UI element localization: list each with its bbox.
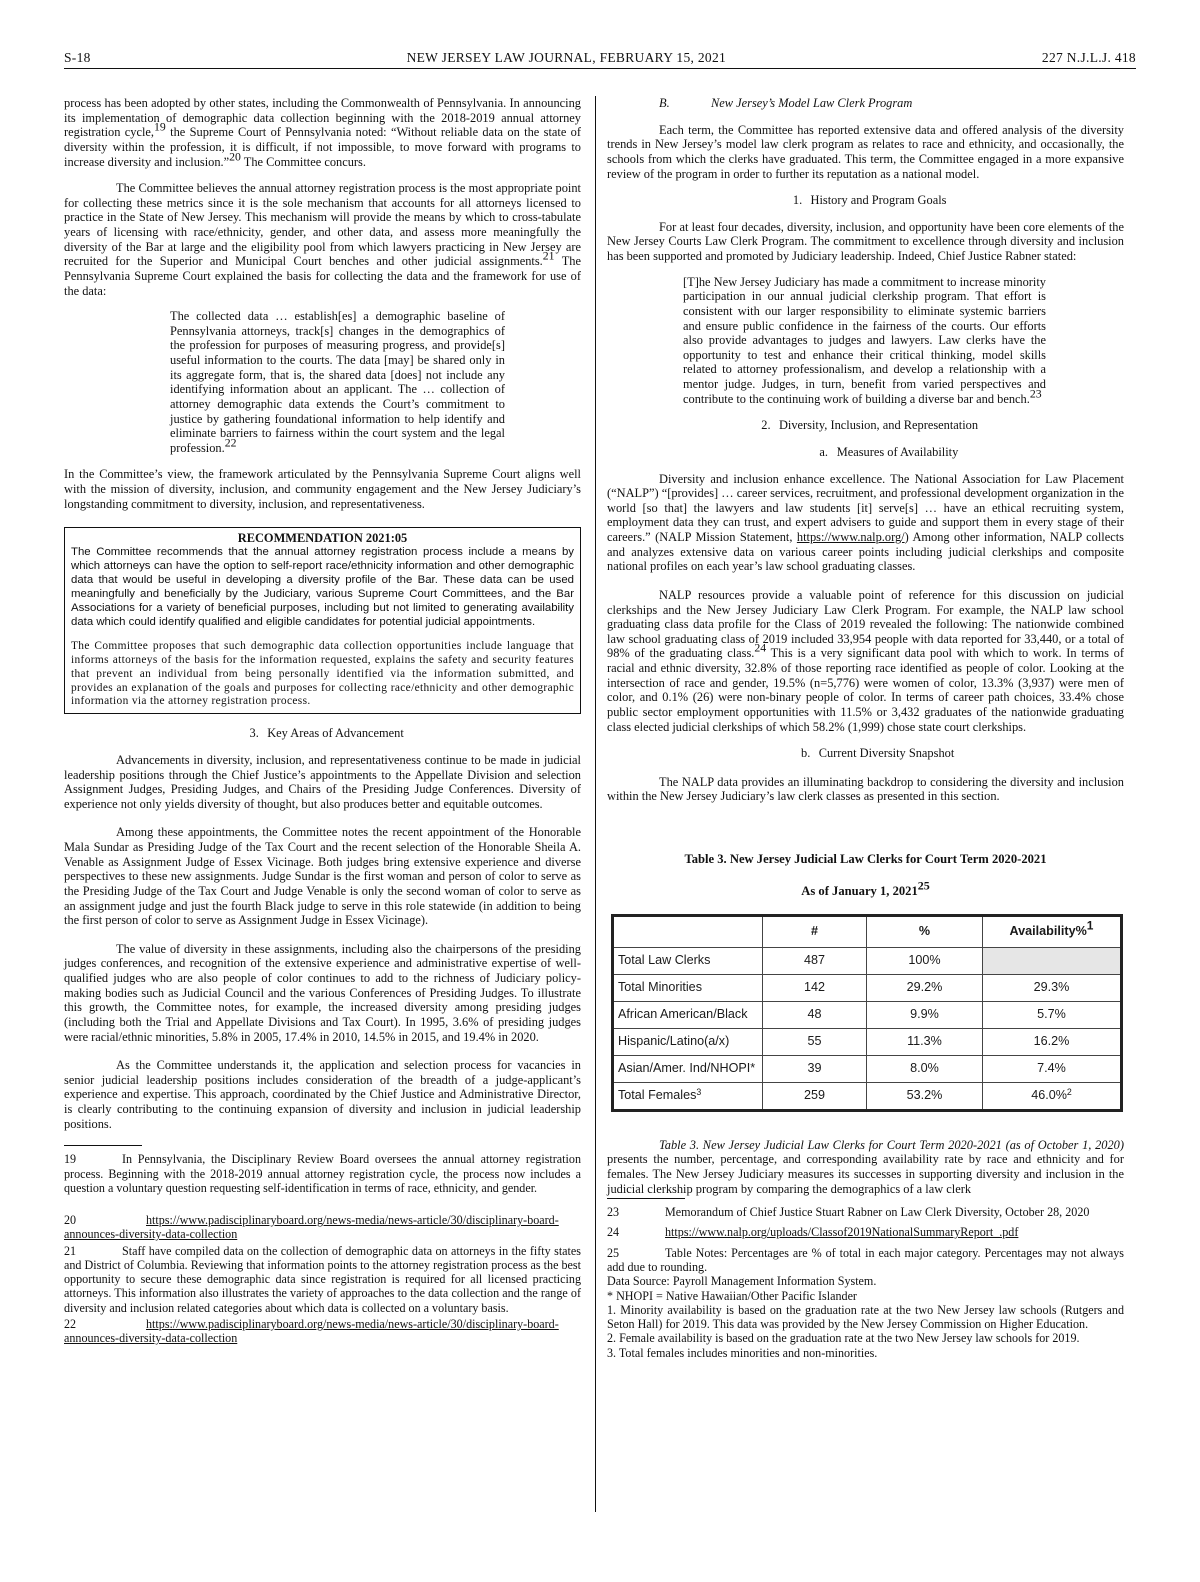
text-run: The Committee believes the annual attorney registration process is the most appropriate point for collecting these metrics since it is the sole mechanism that accounts for all attorneys licensed to practice in the State of New Jersey. This mechanism will provide the means by which to cross-tabulate years of licensing with race/ethnicity, gender, and other data, and assess more meaningfully the diversity of the Bar at large and the eligibility pool from which lawyers practicing in New Jersey are recruited for the Superior and Municipal Court benches and other judicial assignments. xyxy=(64,181,581,269)
nalp-link[interactable]: https://www.nalp.org/ xyxy=(796,530,905,544)
note-1: 1. Minority availability is based on the graduation rate at the two New Jersey law schools (Rutgers and Seton Hall) for 2019. This data was provided by the New Jersey Commission on Higher Education. xyxy=(607,1302,1124,1332)
running-head xyxy=(64,46,1136,69)
header-cell xyxy=(983,915,1122,947)
note-data-source: Data Source: Payroll Management Information System. xyxy=(607,1274,877,1289)
percent-cell xyxy=(867,1082,983,1110)
availability-cell xyxy=(983,1001,1122,1028)
text-run: ) Among other information, NALP collects and analyzes extensive data on various career points including judicial clerkships and composite national profiles on each year’s law school graduating classes. xyxy=(607,530,1124,574)
row-label-cell xyxy=(613,1028,763,1055)
heading-number: b. xyxy=(801,746,811,761)
left-column xyxy=(64,96,581,1346)
percent-cell-text: 29.2% xyxy=(906,980,943,995)
heading-model-law-clerk xyxy=(659,96,1124,111)
quote-text: The collected data … establish[es] a demographic baseline of Pennsylvania attorneys, track[s] changes in the demographics of the profession for purposes of measuring progress, and provide[s] useful information to the courts. The data [may] be shared only in its aggregate form, that is, the shared data [does] not include any identifying information about an applicant. The … collection of attorney demographic data extends the Court’s commitment to justice by gathering foundational information to help identify and eliminate barriers to fairness within the court system and the legal profession. xyxy=(170,309,505,455)
footnote-ref-21[interactable]: 21 xyxy=(542,249,555,263)
caption-italic: Table 3. New Jersey Judicial Law Clerks for Court Term 2020-2021 (as of October 1, 2020) xyxy=(659,1137,1124,1152)
footnote-text: Table Notes: Percentages are % of total in each major category. Percentages may not always add due to rounding. xyxy=(607,1245,1124,1275)
count-cell-text: 259 xyxy=(803,1088,825,1103)
footnote-ref-20[interactable]: 20 xyxy=(229,150,241,164)
footnote-20 xyxy=(64,1213,581,1242)
table-row xyxy=(613,1028,1122,1055)
table-row xyxy=(613,947,1122,974)
footnote-25 xyxy=(607,1246,1124,1275)
page-number: S-18 xyxy=(64,50,91,66)
footnote-ref-24[interactable]: 24 xyxy=(754,642,767,656)
caption-text: presents the number, percentage, and corresponding availability rate by race and ethnicity and for females. The New Jersey Judiciary measures its successes in supporting diversity and inclusion in the judicial clerkship program by comparing the demographics of a law clerk xyxy=(607,1152,1124,1196)
table-note-sup: 3 xyxy=(696,1087,702,1098)
row-label-cell-text: Total Females xyxy=(618,1088,697,1103)
text-run: The Pennsylvania Supreme Court explained the basis for collecting the data and the framework for use of the data: xyxy=(64,254,581,298)
footnote-ref-19[interactable]: 19 xyxy=(154,120,166,134)
row-label-cell-text: Asian/Amer. Ind/NHOPI* xyxy=(618,1061,756,1076)
heading-number: 3. xyxy=(249,726,259,741)
text-run: NALP resources provide a valuable point of reference for this discussion on judicial clerkships and the New Jersey Judiciary Law Clerk Program. For example, the NALP law school graduating class data profile for the Class of 2019 revealed the following: The nationwide combined law school graduating class of 2019 included 33,954 people with data reported for 33,440, or a total of 98% of the graduating class. xyxy=(607,587,1124,661)
text-run: process has been adopted by other states, including the Commonwealth of Pennsylvania. In announcing its implementation of demographic data collection beginning with the 2018-2019 annual attorney registration cycle, xyxy=(64,96,581,140)
row-label-cell-text: Hispanic/Latino(a/x) xyxy=(618,1034,730,1049)
quote-text: [T]he New Jersey Judiciary has made a commitment to increase minority participation in our annual judicial clerkship program. That effort is consistent with our larger responsibility to eliminate systemic barriers and ensure public confidence in the fairness of the courts. Our efforts also provide advantages to judges and lawyers. Law clerks have the opportunity to test and enhance their critical thinking, model skills related to attorney professionalism, and develop a relationship with a mentor judge. Judges, in turn, benefit from varied perspectives and contribute to the continuing work of building a diverse bar and bench. xyxy=(683,274,1046,406)
footnote-text: Memorandum of Chief Justice Stuart Rabner on Law Clerk Diversity, October 28, 2020 xyxy=(665,1205,1090,1220)
table-title: Table 3. New Jersey Judicial Law Clerks for Court Term 2020-2021 xyxy=(684,852,1047,866)
left-paragraph-2 xyxy=(64,181,581,298)
row-label-cell xyxy=(613,947,763,974)
percent-cell xyxy=(867,1028,983,1055)
citation: 227 N.J.L.J. 418 xyxy=(1041,50,1136,66)
left-paragraph-5: Among these appointments, the Committee notes the recent appointment of the Honorable Mala Sundar as Presiding Judge of the Tax Court and the recent selection of the Honorable Sheila A. Venable as Assignment Judge of Essex Vicinage. Both judges bring extensive experience and diverse perspectives to these new assignments. Judge Sundar is the first woman and person of color to serve as the Presiding Judge of the Tax Court and Judge Venable is only the second woman of color to serve as an assignment judge and just the fourth Black judge to serve in this role statewide (in addition to being the first person of color to serve as Assignment Judge in Essex Vicinage). xyxy=(64,825,581,928)
heading-key-areas xyxy=(64,726,581,741)
footnote-ref-25[interactable]: 25 xyxy=(917,878,930,893)
table-body xyxy=(613,947,1122,1110)
table-caption xyxy=(607,1138,1124,1197)
availability-cell-text: 5.7% xyxy=(1037,1007,1066,1022)
availability-cell-text: 29.3% xyxy=(1033,980,1070,995)
heading-text: Current Diversity Snapshot xyxy=(818,746,955,761)
note-3: 3. Total females includes minorities and non-minorities. xyxy=(607,1345,878,1360)
percent-cell xyxy=(867,1055,983,1082)
table-row xyxy=(613,1082,1122,1110)
count-cell xyxy=(763,1082,867,1110)
availability-cell-text: 46.0% xyxy=(1031,1088,1067,1103)
row-label-cell xyxy=(613,974,763,1001)
text-run: the Supreme Court of Pennsylvania noted: “Without reliable data on the state of diversity within the profession, it is difficult, if not impossible, to move forward with programs to increase diversity and inclusion.” xyxy=(64,125,581,169)
percent-cell xyxy=(867,947,983,974)
law-clerks-table xyxy=(611,914,1123,1112)
right-paragraph-2: For at least four decades, diversity, inclusion, and opportunity have been core elements of the New Jersey Courts Law Clerk Program. The commitment to excellence through diversity and inclusion has been supported and promoted by Judiciary leadership. Indeed, Chief Justice Rabner stated: xyxy=(607,219,1124,263)
availability-cell xyxy=(983,1028,1122,1055)
left-paragraph-4: Advancements in diversity, inclusion, and representativeness continue to be made in judicial leadership positions through the Chief Justice’s appointments to the Appellate Division and selection Assignment Judges, Presiding Judges, and Chairs of the Presiding Judge Conferences. Diversity of experience not only yields diversity of thought, but also produces better and equitable outcomes. xyxy=(64,752,581,811)
right-paragraph-3 xyxy=(607,472,1124,574)
text-run: Diversity and inclusion enhance excellence. The National Association for Law Placement (“NALP”) “[provides] … career services, recruitment, and professional development organization in the world [so that] the lawyers and law students [it] serve[s] … have an ethical recruiting system, employment data they can trust, and expert advisers to guide and support them in every stage of their careers.” (NALP Mission Statement, xyxy=(607,471,1124,544)
heading-text: History and Program Goals xyxy=(810,193,947,208)
footnote-22 xyxy=(64,1317,581,1346)
footnote-text: In Pennsylvania, the Disciplinary Review Board oversees the annual attorney registration process. Beginning with the 2018-2019 annual attorney registration cycle, the process now includes a question a voluntary question requesting self-identification in terms of race, ethnicity, and gender. xyxy=(64,1152,581,1195)
row-label-cell xyxy=(613,1082,763,1110)
table-row xyxy=(613,974,1122,1001)
count-cell-text: 39 xyxy=(807,1061,822,1076)
rabner-block-quote xyxy=(683,275,1046,407)
footnote-number: 20 xyxy=(64,1213,77,1228)
right-paragraph-5: The NALP data provides an illuminating backdrop to considering the diversity and inclusion within the New Jersey Judiciary’s law clerk classes as presented in this section. xyxy=(607,774,1124,804)
heading-number: 1. xyxy=(792,193,803,208)
count-cell xyxy=(763,1028,867,1055)
footnote-number: 21 xyxy=(64,1243,77,1258)
footnote-ref-22[interactable]: 22 xyxy=(224,436,237,450)
row-label-cell xyxy=(613,1055,763,1082)
footnote-rule xyxy=(64,1145,142,1146)
count-cell-text: 142 xyxy=(803,980,825,995)
heading-text: Measures of Availability xyxy=(836,444,959,459)
count-cell xyxy=(763,947,867,974)
table-note-sup: 2 xyxy=(1066,1087,1072,1098)
footnote-ref-23[interactable]: 23 xyxy=(1029,387,1042,401)
percent-cell xyxy=(867,1001,983,1028)
footnote-number: 25 xyxy=(607,1245,620,1260)
percent-cell-text: 53.2% xyxy=(906,1088,943,1103)
footnote-20-link[interactable]: https://www.padisciplinaryboard.org/news-media/news-article/30/disciplinary-board-announces-diversity-data-collection xyxy=(64,1213,559,1242)
availability-cell-text: 16.2% xyxy=(1033,1034,1070,1049)
recommendation-box xyxy=(64,527,581,714)
percent-cell xyxy=(867,974,983,1001)
right-paragraph-4 xyxy=(607,588,1124,734)
heading-text: Key Areas of Advancement xyxy=(267,726,404,741)
table-subtitle-text: As of January 1, 2021 xyxy=(801,883,918,898)
header-sup: 1 xyxy=(1086,918,1094,933)
footnote-24-link[interactable]: https://www.nalp.org/uploads/Classof2019NationalSummaryReport_.pdf xyxy=(665,1225,1019,1240)
note-2: 2. Female availability is based on the graduation rate at the two New Jersey law schools for 2019. xyxy=(607,1331,1080,1346)
heading-number: 2. xyxy=(761,418,771,433)
left-paragraph-1 xyxy=(64,96,581,169)
row-label-cell xyxy=(613,1001,763,1028)
left-paragraph-6: The value of diversity in these assignments, including also the chairpersons of the presiding judges conferences, and recognition of the extensive experience and administrative expertise of well-qualified judges who are also people of color continues to add to the richness of Judiciary policy-making bodies such as Judicial Council and the various Conferences of Presiding Judges. To illustrate this growth, the Committee notes, for example, the increased diversity among presiding judges (including both the Trial and Appellate Divisions and Tax Court). In 1995, 3.6% of presiding judges were racial/ethnic minorities, 5.8% in 2005, 17.4% in 2010, 14.5% in 2015, and 19.4% in 2020. xyxy=(64,941,581,1044)
left-paragraph-7: As the Committee understands it, the application and selection process for vacancies in senior judicial leadership positions includes consideration of the breadth of a judge-applicant’s experience and expertise. This approach, coordinated by the Chief Justice and Administrative Director, is clearly contributing to the continuing expansion of diversity and inclusion in judicial leadership positions. xyxy=(64,1058,581,1131)
table-row xyxy=(613,1001,1122,1028)
left-paragraph-3: In the Committee’s view, the framework articulated by the Pennsylvania Supreme Court aligns well with the mission of diversity, inclusion, and community engagement and the New Jersey Judiciary’s longstanding commitment to diversity, inclusion, and representativeness. xyxy=(64,467,581,511)
recommendation-title: RECOMMENDATION 2021:05 xyxy=(237,531,408,546)
pennsylvania-block-quote xyxy=(170,309,505,455)
count-cell xyxy=(763,1055,867,1082)
footnote-21 xyxy=(64,1244,581,1315)
journal-title: NEW JERSEY LAW JOURNAL, FEBRUARY 15, 2021 xyxy=(406,50,727,66)
heading-letter: B. xyxy=(659,96,670,110)
count-cell xyxy=(763,974,867,1001)
availability-cell xyxy=(983,974,1122,1001)
header-cell: # xyxy=(763,915,867,947)
heading-availability xyxy=(607,445,1124,460)
heading-history xyxy=(607,193,1124,208)
count-cell-text: 487 xyxy=(803,953,825,968)
row-label-cell-text: Total Minorities xyxy=(618,980,702,995)
note-nhopi: * NHOPI = Native Hawaiian/Other Pacific Islander xyxy=(607,1288,857,1303)
heading-text: Diversity, Inclusion, and Representation xyxy=(778,418,979,433)
heading-diversity xyxy=(607,418,1124,433)
footnote-22-link[interactable]: https://www.padisciplinaryboard.org/news-media/news-article/30/disciplinary-board-announces-diversity-data-collection xyxy=(64,1317,559,1346)
header-cell xyxy=(613,915,763,947)
footnote-number: 23 xyxy=(607,1205,620,1220)
recommendation-paragraph-1: The Committee recommends that the annual attorney registration process include a means by which attorneys can have the option to self-report race/ethnicity information and other demographic data that would be useful in developing a diversity profile of the Bar. These data can be used meaningfully and beneficially by the Judiciary, various Supreme Court Committees, and the Bar Associations for a variety of beneficial purposes, including but not limited to generating availability data which could identify qualified and eligible candidates for potential judicial appointments. xyxy=(71,546,574,628)
right-paragraph-1: Each term, the Committee has reported extensive data and offered analysis of the diversity trends in New Jersey’s model law clerk program as relates to race and ethnicity, and occasionally, the schools from which the clerks have graduated. This term, the Committee engaged in a more expansive review of the program in order to further its reputation as a national model. xyxy=(607,122,1124,181)
table-subtitle xyxy=(607,878,1124,899)
footnote-number: 24 xyxy=(607,1225,620,1240)
availability-cell xyxy=(983,1082,1122,1110)
percent-cell-text: 11.3% xyxy=(907,1034,942,1049)
footnote-24 xyxy=(607,1225,1124,1239)
heading-snapshot xyxy=(607,746,1124,761)
availability-cell xyxy=(983,1055,1122,1082)
right-column xyxy=(607,96,1124,1360)
footnote-23 xyxy=(607,1205,1124,1219)
footnote-text: Staff have compiled data on the collection of demographic data on attorneys in the fifty states and District of Columbia. Reviewing that information points to the attorney registration process as the best opportunity to secure these demographic data since registration is required for all licensed practicing attorneys. This information also illustrates the variety of approaches to the data collection and the range of diversity and inclusion related categories about which data is collected on a voluntary basis. xyxy=(64,1243,581,1315)
heading-number: a. xyxy=(819,444,828,459)
percent-cell-text: 100% xyxy=(908,953,941,968)
percent-cell-text: 8.0% xyxy=(910,1061,939,1076)
percent-cell-text: 9.9% xyxy=(910,1007,939,1022)
header-cell: % xyxy=(867,915,983,947)
table-header-row xyxy=(613,915,1122,947)
footnote-number: 19 xyxy=(64,1152,77,1167)
footnote-number: 22 xyxy=(64,1317,77,1331)
count-cell-text: 55 xyxy=(807,1034,822,1049)
row-label-cell-text: Total Law Clerks xyxy=(618,953,711,968)
recommendation-paragraph-2: The Committee proposes that such demographic data collection opportunities include language that informs attorneys of the basis for the information requested, explains the safety and security features that prevent an individual from being personally identified via the information submitted, and provides an explanation of the goals and purposes for collecting race/ethnicity and other demographic information via the attorney registration process. xyxy=(71,639,574,708)
text-run: The Committee concurs. xyxy=(240,154,366,169)
footnote-rule xyxy=(607,1198,685,1199)
column-divider xyxy=(595,96,596,1512)
text-run: This is a very significant data pool with which to work. In terms of racial and ethnic diversity, 32.8% of those reporting race identified as people of color. Looking at the intersection of race and gender, 19.5% (n=5,776) were women of color, 13.3% (3,937) were men of color, and 0.1% (26) were non-binary people of color. In terms of career path choices, 33.4% chose public sector employment opportunities with 11.5% or 3,432 graduates of the nationwide graduating class elected judicial clerkships of which 58.2% (1,999) chose state court clerkships. xyxy=(607,646,1124,734)
availability-cell xyxy=(983,947,1122,974)
table-row xyxy=(613,1055,1122,1082)
header-text: Availability% xyxy=(1009,924,1087,939)
heading-text: New Jersey’s Model Law Clerk Program xyxy=(711,96,913,110)
row-label-cell-text: African American/Black xyxy=(618,1007,748,1022)
footnote-19 xyxy=(64,1152,581,1195)
availability-cell-text: 7.4% xyxy=(1037,1061,1066,1076)
count-cell-text: 48 xyxy=(807,1007,822,1022)
count-cell xyxy=(763,1001,867,1028)
